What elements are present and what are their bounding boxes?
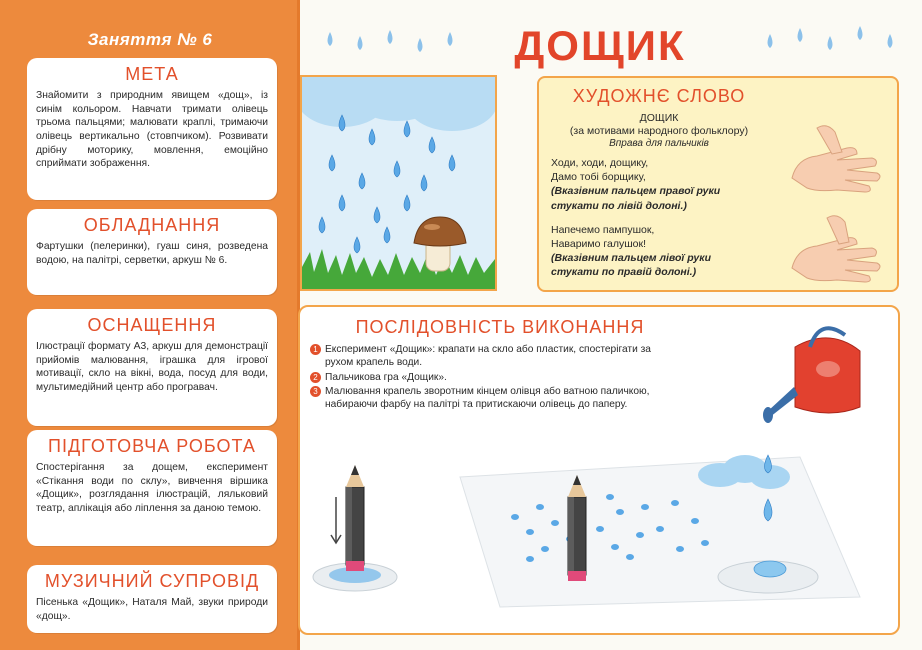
page-title: ДОЩИК	[514, 22, 686, 69]
artistic-word-panel	[537, 76, 899, 292]
poem-subtitle: (за мотивами народного фольклору)	[569, 125, 749, 137]
music-card	[27, 565, 277, 633]
sequence-heading: ПОСЛІДОВНІСТЬ ВИКОНАННЯ	[355, 317, 645, 337]
grass-illustration	[302, 249, 495, 289]
watering-can-icon	[763, 328, 860, 423]
supplies-card	[27, 309, 277, 426]
poem-exercise-label: Вправа для пальчиків	[609, 138, 709, 149]
arrow-down-icon	[331, 497, 341, 543]
artistic-word-heading: ХУДОЖНЄ СЛОВО	[572, 86, 746, 106]
step-number: 2	[310, 372, 321, 383]
poem-line: Ходи, ходи, дощику,	[551, 157, 649, 169]
step-number: 1	[310, 344, 321, 355]
prep-heading: ПІДГОТОВЧА РОБОТА	[48, 436, 256, 456]
goal-heading: МЕТА	[125, 64, 179, 84]
poem-note: стукати по лівій долоні.)	[551, 199, 687, 212]
poem-note: (Вказівним пальцем правої руки	[551, 185, 721, 198]
equipment-card	[27, 209, 277, 295]
hand-icon	[787, 118, 897, 288]
step-text: Пальчикова гра «Дощик».	[325, 371, 447, 383]
raindrop-decoration-left	[320, 28, 480, 58]
cloud-icon	[302, 77, 495, 131]
goal-card	[27, 58, 277, 200]
pencil-icon	[568, 475, 586, 581]
plate-icon	[718, 561, 818, 593]
rain-illustration	[300, 75, 497, 291]
equipment-heading: ОБЛАДНАННЯ	[83, 215, 221, 235]
goal-text: Знайомити з природним явищем «дощ», із синім кольором. Навчати тримати олівець трьома пальцями; малювати краплі, тримаючи олівець вертикально (стовпчиком). Розвивати дрібну моторику, мовлення, емоційно сприймати зображення.	[36, 90, 268, 170]
raindrop-decoration-right	[760, 20, 920, 60]
equipment-text: Фартушки (пелеринки), гуаш синя, розведена водою, на палітрі, серветки, аркуш № 6.	[36, 241, 268, 266]
poem-title: ДОЩИК	[639, 112, 679, 124]
poem-note: (Вказівним пальцем лівої руки	[551, 252, 711, 265]
pencil-icon	[346, 465, 364, 571]
step-number: 3	[310, 386, 321, 397]
poem-note: стукати по правій долоні.)	[551, 266, 697, 279]
step-text: Експеримент «Дощик»: крапати на скло або пластик, спостерігати за рухом крапель води.	[325, 344, 651, 369]
lesson-number: Заняття № 6	[87, 30, 213, 49]
step-text: Малювання крапель зворотним кінцем олівця або ватною паличкою, набираючи фарбу на палітрі та притискаючи олівець до паперу.	[325, 385, 650, 410]
poem-line: Наваримо галушок!	[551, 237, 646, 250]
sequence-panel	[298, 305, 900, 635]
poem-line: Напечемо пампушок,	[551, 223, 655, 236]
sidebar	[0, 0, 300, 650]
prep-text: Спостерігання за дощем, експеримент «Стікання води по склу», вивчення віршика «Дощик», розглядання ілюстрацій, ляльковий театр, аплікація або ліплення за даною темою.	[36, 462, 268, 515]
poem-body	[551, 156, 781, 279]
prep-card	[27, 430, 277, 546]
steps-illustration	[300, 307, 898, 633]
poem-line: Дамо тобі борщику,	[551, 171, 646, 184]
music-heading: МУЗИЧНИЙ СУПРОВІД	[44, 571, 260, 591]
music-text: Пісенька «Дощик», Наталя Май, звуки природи «дощ».	[36, 597, 268, 622]
supplies-text: Ілюстрації формату А3, аркуш для демонстрації прийомів малювання, іграшка для ігрової мотивації, скло на вікні, вода, посуд для води, мультимедійний центр або програвач.	[36, 341, 268, 394]
supplies-heading: ОСНАЩЕННЯ	[87, 315, 217, 335]
